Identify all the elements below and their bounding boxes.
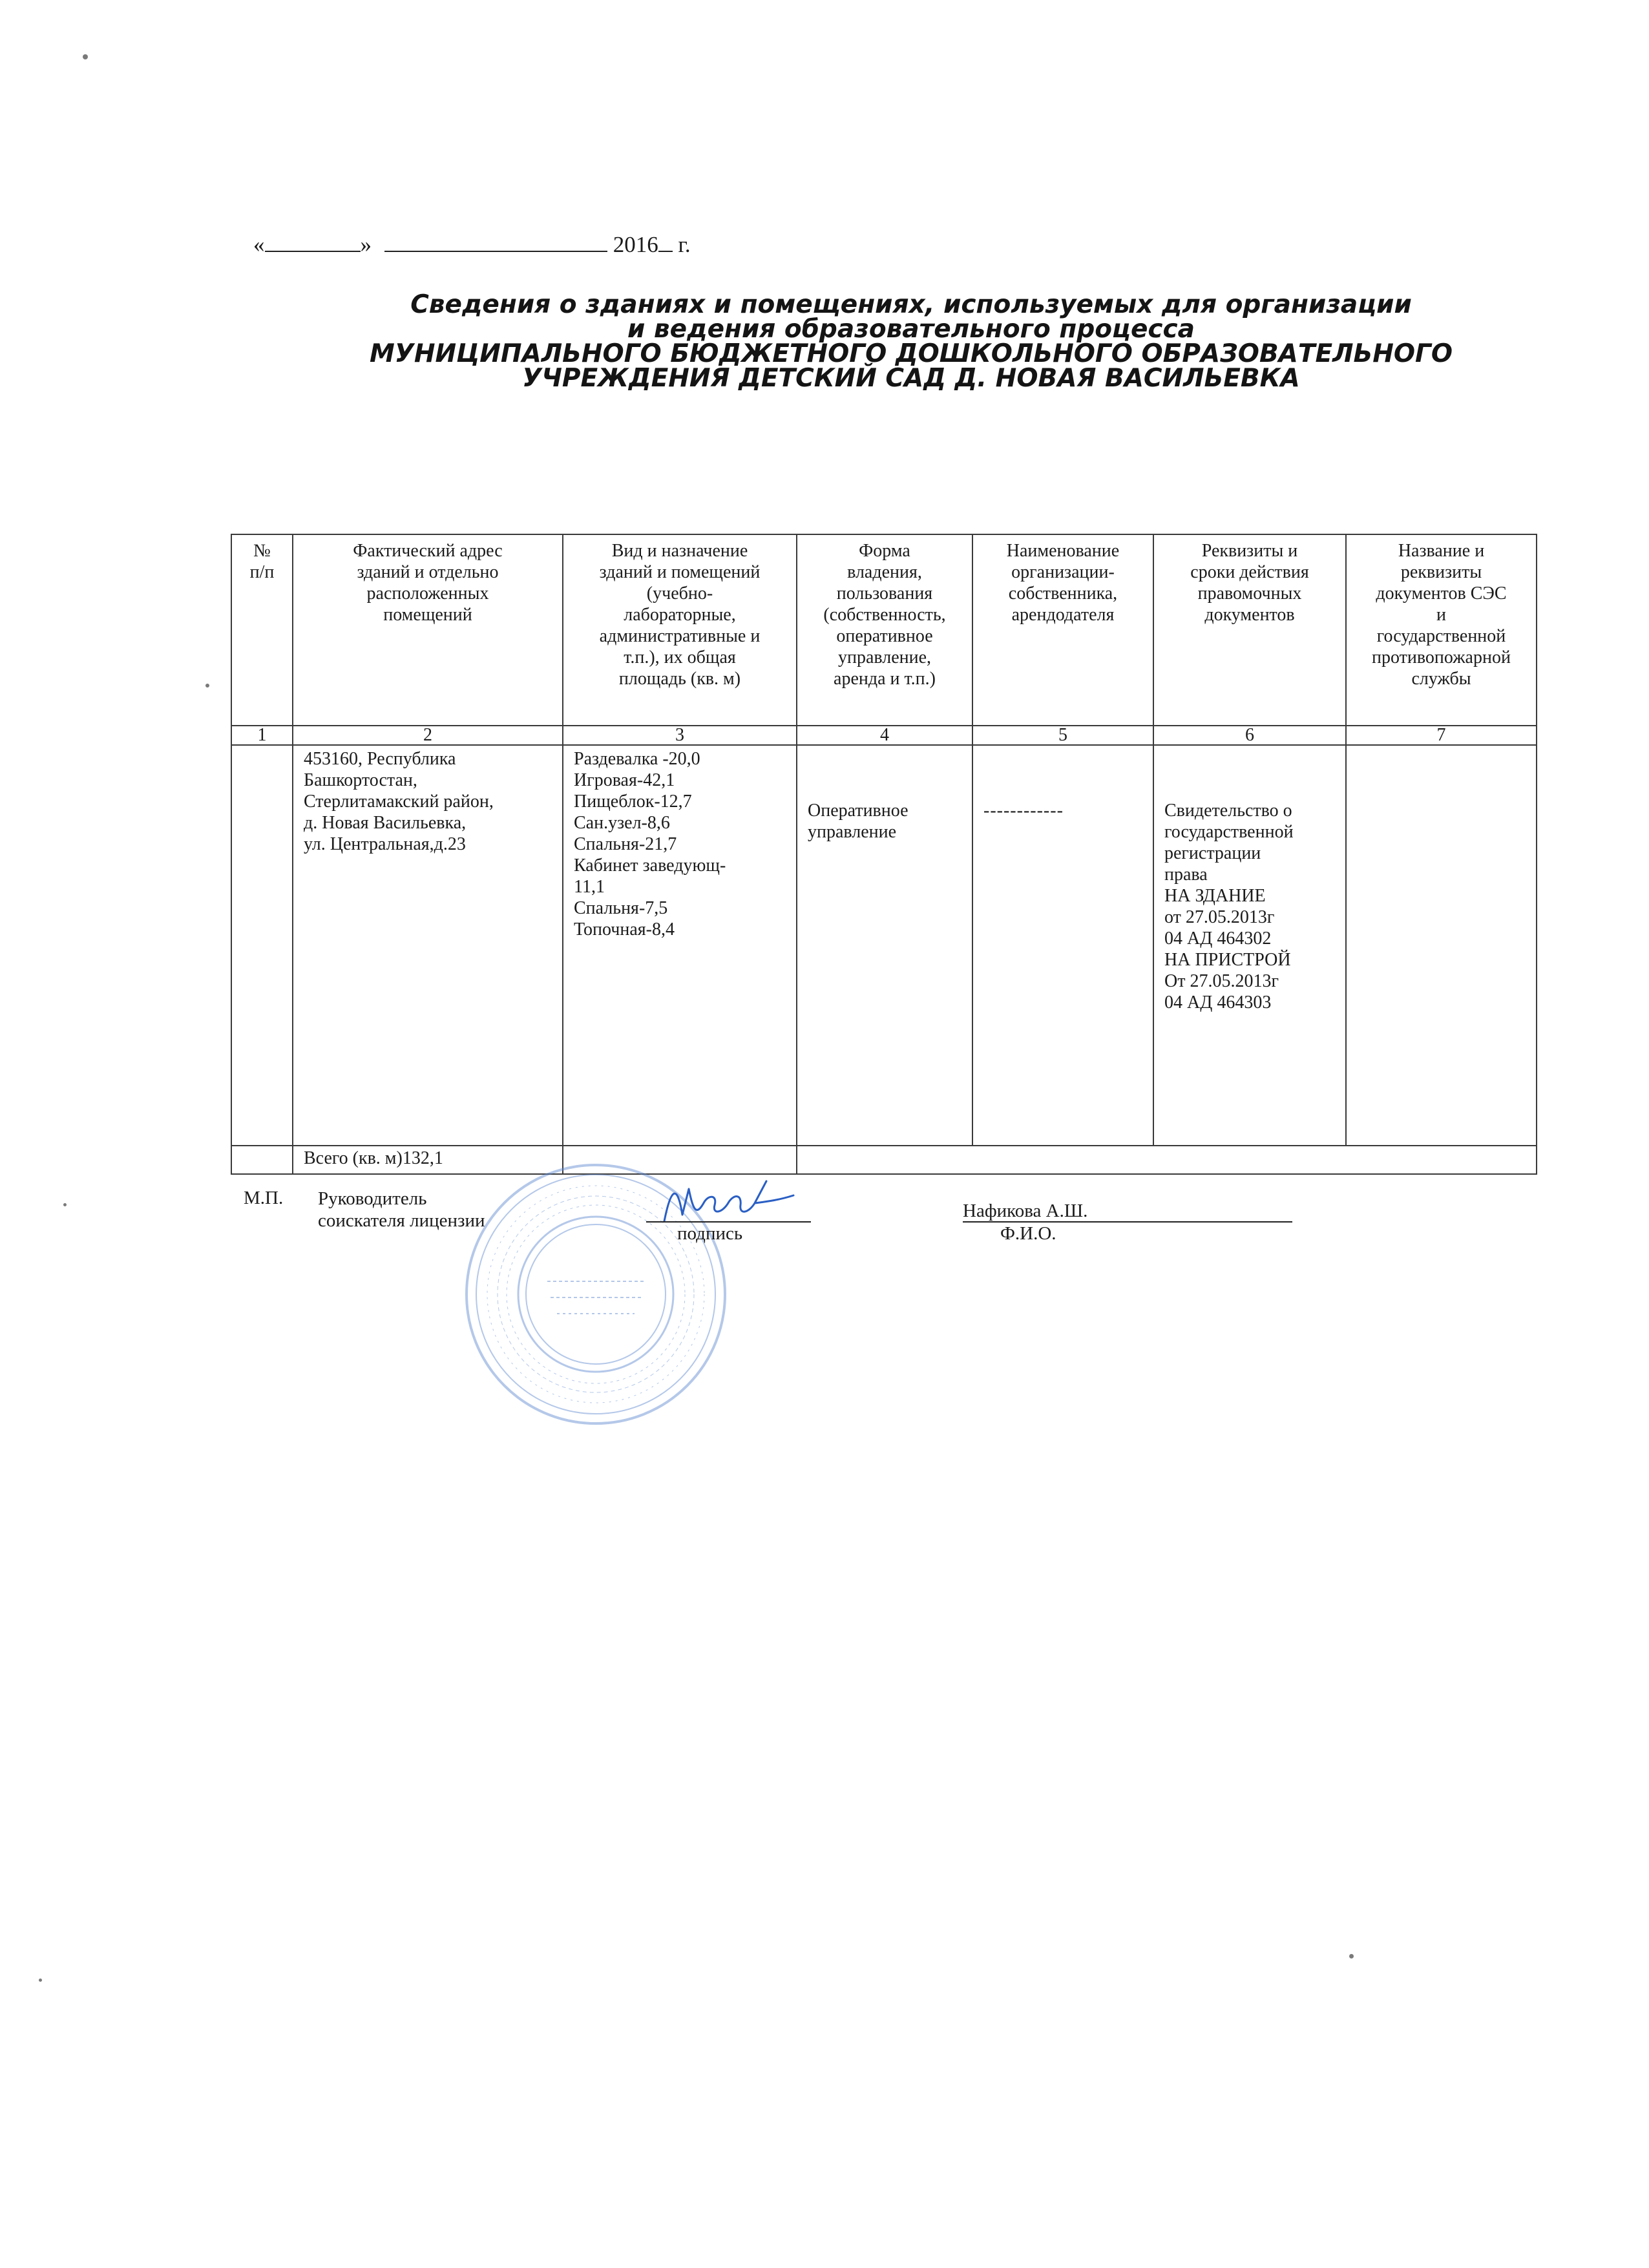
date-open-quote: « [253,232,265,257]
column-number: 1 [231,726,293,745]
title-line-2: и ведения образовательного процесса [627,315,1195,344]
column-number: 7 [1346,726,1537,745]
column-number: 2 [293,726,563,745]
head-role [318,1188,485,1232]
scan-speck [205,684,209,688]
documents-cell: Свидетельство о государственной регистрации права НА ЗДАНИЕ от 27.05.2013г 04 АД 464302 НА ПРИСТРОЙ От 27.05.2013г 04 АД 464303 [1153,745,1346,1146]
column-number: 5 [972,726,1153,745]
head-name: Нафикова А.Ш. [963,1201,1088,1221]
signature-caption: подпись [677,1223,743,1244]
total-empty-cell [231,1146,293,1174]
document-title [284,290,1538,393]
date-suffix: г. [672,232,691,257]
head-role-line-2: соискателя лицензии [318,1210,485,1231]
header-cell-ownership: Форма владения, пользования (собственность, оперативное управление, аренда и т.п.) [797,534,972,726]
date-line [253,231,691,258]
column-number: 6 [1153,726,1346,745]
total-empty-cell [797,1146,1537,1174]
ownership-cell: Оперативное управление [797,745,972,1146]
premises-table [231,534,1537,1175]
column-number: 3 [563,726,797,745]
head-role-line-1: Руководитель [318,1188,427,1209]
total-label-cell: Всего (кв. м)132,1 [293,1146,563,1174]
scan-speck [39,1979,42,1982]
header-cell-documents: Реквизиты и сроки действия правомочных документов [1153,534,1346,726]
address-cell: 453160, Республика Башкортостан, Стерлитамакский район, д. Новая Васильевка, ул. Центральная,д.23 [293,745,563,1146]
title-line-4: УЧРЕЖДЕНИЯ ДЕТСКИЙ САД Д. НОВАЯ ВАСИЛЬЕВКА [522,364,1300,393]
stamp-place-label: М.П. [244,1188,284,1208]
year-blank [658,231,673,252]
name-line [963,1221,1292,1223]
scan-speck [1349,1954,1354,1958]
header-cell-sanitary: Название и реквизиты документов СЭС и государственной противопожарной службы [1346,534,1537,726]
scan-speck [83,54,88,59]
scan-speck [63,1203,67,1206]
total-row [231,1146,1537,1174]
name-caption: Ф.И.О. [1000,1223,1056,1244]
owner-cell: ------------ [972,745,1153,1146]
month-blank [384,231,607,252]
table-header-row [231,534,1537,726]
handwritten-signature [658,1176,800,1228]
column-number: 4 [797,726,972,745]
title-line-3: МУНИЦИПАЛЬНОГО БЮДЖЕТНОГО ДОШКОЛЬНОГО ОБРАЗОВАТЕЛЬНОГО [369,339,1453,368]
header-cell-num: № п/п [231,534,293,726]
premises-table-wrapper [231,534,1537,1175]
day-blank [265,231,361,252]
row-num-cell [231,745,293,1146]
header-cell-owner: Наименование организации- собственника, арендодателя [972,534,1153,726]
title-line-1: Сведения о зданиях и помещениях, используемых для организации [410,290,1412,319]
date-close-quote: » [360,232,372,257]
date-year: 2016 [613,232,658,257]
sanitary-cell [1346,745,1537,1146]
table-row [231,745,1537,1146]
header-cell-address: Фактический адрес зданий и отдельно расположенных помещений [293,534,563,726]
header-cell-premises: Вид и назначение зданий и помещений (учебно- лабораторные, административные и т.п.), их общая площадь (кв. м) [563,534,797,726]
signature-line [646,1221,811,1223]
premises-cell: Раздевалка -20,0 Игровая-42,1 Пищеблок-12,7 Сан.узел-8,6 Спальня-21,7 Кабинет заведующ- 11,1 Спальня-7,5 Топочная-8,4 [563,745,797,1146]
column-number-row [231,726,1537,745]
